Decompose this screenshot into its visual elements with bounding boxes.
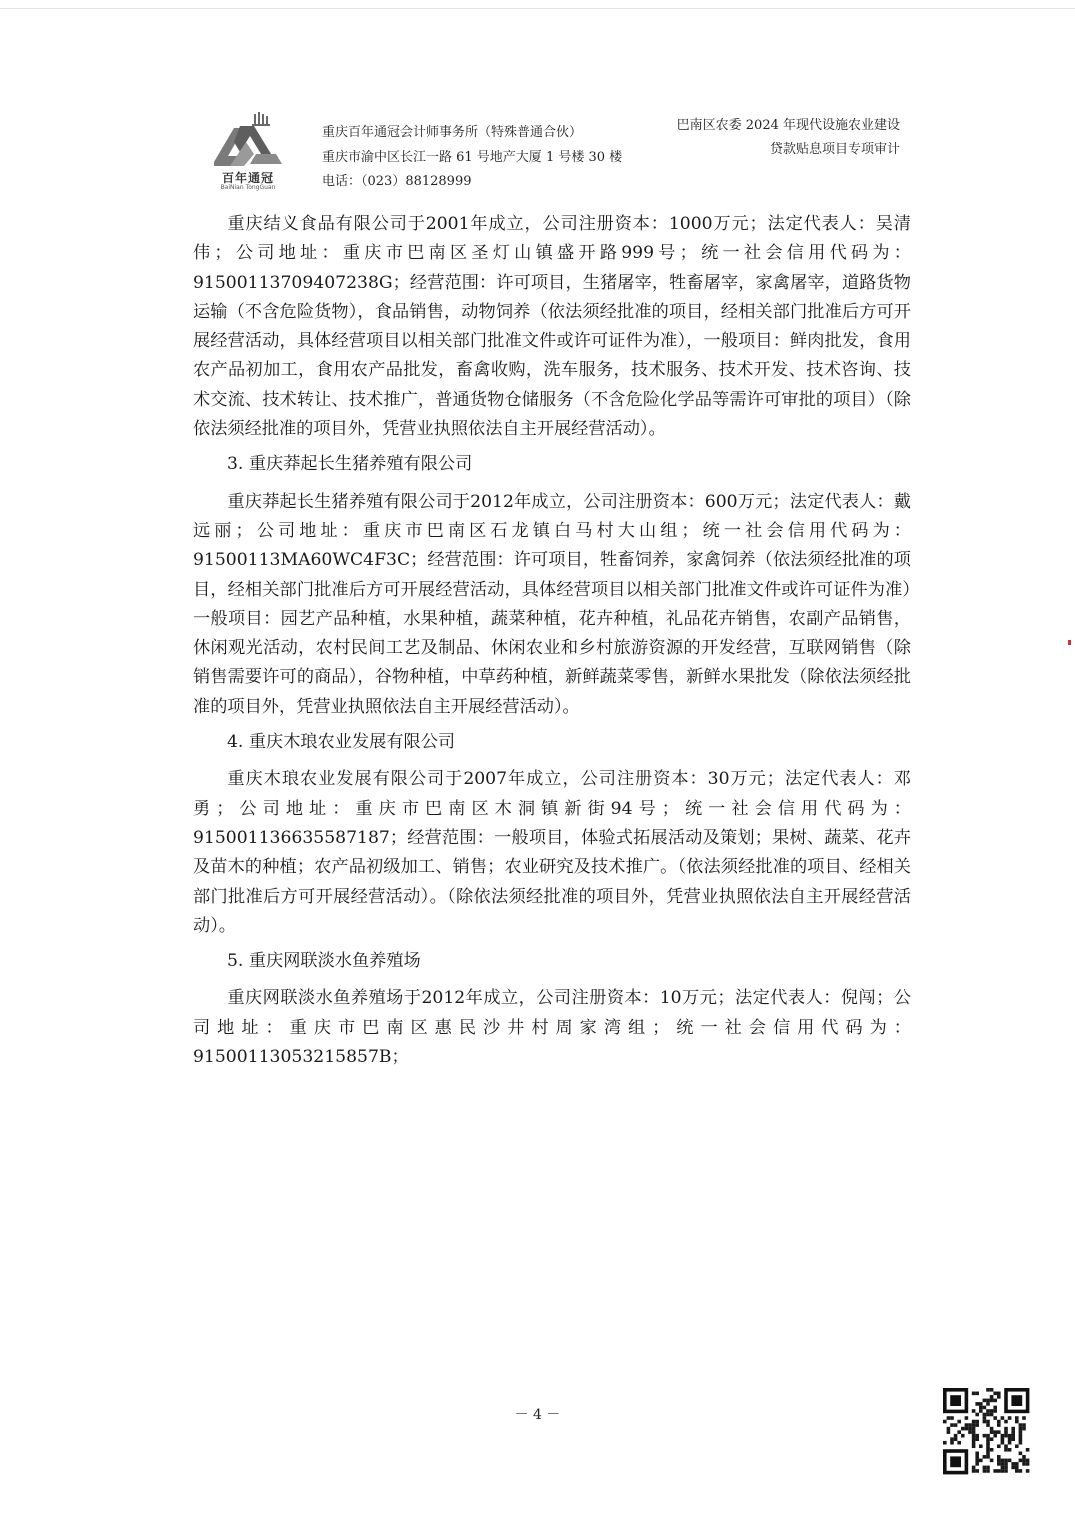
logo-latin-name: BaiNian TongGuan [220,184,276,191]
paragraph-company-4: 重庆木琅农业发展有限公司于2007年成立，公司注册资本：30万元；法定代表人：邓勇；公司地址：重庆市巴南区木洞镇新街94号；统一社会信用代码为：915001136635587187；经营范围：一般项目，体验式拓展活动及策划；果树、蔬菜、花卉及苗木的种植；农产品初级加工、销售；农业研究及技术推广。（依法须经批准的项目、经相关部门批准后方可开展经营活动）。（除依法须经批准的项目外，凭营业执照依法自主开展经营活动）。 [193,769,911,936]
section-heading-5: 5. 重庆网联淡水鱼养殖场 [227,951,421,972]
project-title-line-2: 贷款贴息项目专项审计 [769,142,900,157]
section-heading-3: 3. 重庆莽起长生猪养殖有限公司 [227,454,473,475]
document-body [193,210,911,1072]
logo-chinese-name: 百年通冠 [221,171,274,185]
project-title [660,114,900,162]
section-heading-4: 4. 重庆木琅农业发展有限公司 [227,732,456,753]
page-number: － 4 － [514,1407,561,1423]
logo-mark-icon [210,112,286,168]
scan-edge-line [0,8,1075,9]
firm-name: 重庆百年通冠会计师事务所（特殊普通合伙） [322,125,583,140]
firm-logo [210,112,286,192]
firm-phone: 电话：（023）88128999 [322,174,472,189]
paragraph-company-3: 重庆莽起长生猪养殖有限公司于2012年成立，公司注册资本：600万元；法定代表人：戴远丽；公司地址：重庆市巴南区石龙镇白马村大山组；统一社会信用代码为：91500113MA60WC4F3C；经营范围：许可项目，牲畜饲养，家禽饲养（依法须经批准的项目，经相关部门批准后方可开展经营活动，具体经营项目以相关部门批准文件或许可证件为准）一般项目：园艺产品种植，水果种植，蔬菜种植，花卉种植，礼品花卉销售，农副产品销售，休闲观光活动，农村民间工艺及制品、休闲农业和乡村旅游资源的开发经营，互联网销售（除销售需要许可的商品），谷物种植，中草药种植，新鲜蔬菜零售，新鲜水果批发（除依法须经批准的项目外，凭营业执照依法自主开展经营活动）。 [193,491,911,717]
paragraph-company-2: 重庆结义食品有限公司于2001年成立，公司注册资本：1000万元；法定代表人：吴清伟；公司地址：重庆市巴南区圣灯山镇盛开路999号；统一社会信用代码为：91500113709407238G；经营范围：许可项目，生猪屠宰，牲畜屠宰，家禽屠宰，道路货物运输（不含危险货物），食品销售，动物饲养（依法须经批准的项目，经相关部门批准后方可开展经营活动，具体经营项目以相关部门批准文件或许可证件为准），一般项目：鲜肉批发，食用农产品初加工，食用农产品批发，畜禽收购，洗车服务，技术服务、技术开发、技术咨询、技术交流、技术转让、技术推广，普通货物仓储服务（不含危险化学品等需许可审批的项目）（除依法须经批准的项目外，凭营业执照依法自主开展经营活动）。 [193,214,911,440]
firm-address: 重庆市渝中区长江一路 61 号地产大厦 1 号楼 30 楼 [322,149,623,165]
qr-code-icon [943,1388,1035,1476]
paragraph-company-5: 重庆网联淡水鱼养殖场于2012年成立，公司注册资本：10万元；法定代表人：倪闯；公司地址：重庆市巴南区惠民沙井村周家湾组；统一社会信用代码为：91500113053215857B； [193,988,911,1068]
firm-info [322,121,652,195]
scan-red-mark [1068,640,1071,645]
project-title-line-1: 巴南区农委 2024 年现代设施农业建设 [676,118,900,133]
